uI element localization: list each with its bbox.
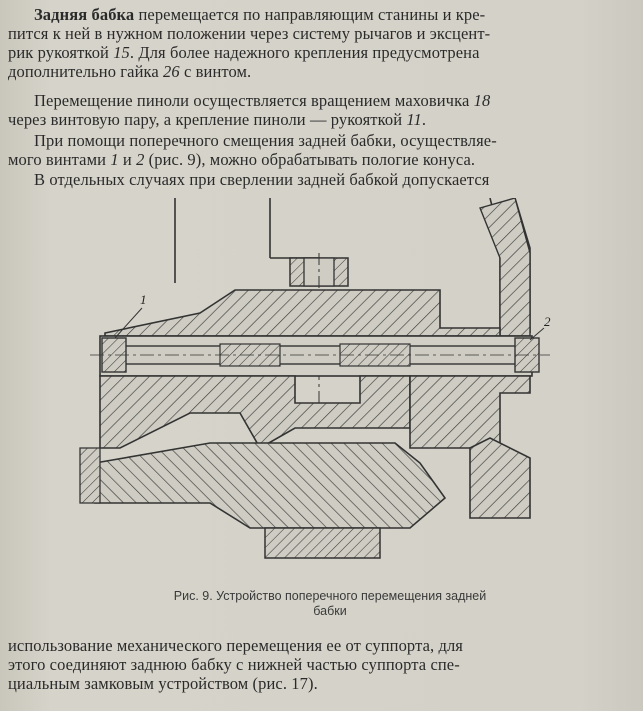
callout-1: 1 — [140, 292, 147, 307]
text-line: через винтовую пару, а крепление пиноли — рукояткой 11. — [8, 110, 427, 129]
part-ref: 11 — [406, 110, 422, 129]
text-line: При помощи поперечного смещения задней бабки, осуществляе- — [34, 131, 497, 150]
text-line: дополнительно гайка 26 с винтом. — [8, 62, 252, 81]
figure-cross-offset-drawing — [60, 198, 620, 583]
text-line: использование механического перемещения ее от суппорта, для — [8, 636, 463, 655]
part-ref: 26 — [163, 62, 180, 81]
text-line: рик рукояткой 15. Для более надежного крепления предусмотрена — [8, 43, 480, 62]
text-line: этого соединяют заднюю бабку с нижней частью суппорта спе- — [8, 655, 460, 674]
callout-2: 2 — [544, 314, 551, 329]
part-ref: 2 — [136, 150, 145, 169]
part-ref: 15 — [113, 43, 130, 62]
text-line: пится к ней в нужном положении через систему рычагов и эксцент- — [8, 24, 491, 43]
text-line: циальным замковым устройством (рис. 17). — [8, 674, 318, 693]
paragraph-drilling — [8, 170, 634, 189]
bed-lower-support — [265, 528, 380, 558]
bed-right-way — [470, 438, 530, 518]
bed-guide-block — [95, 443, 445, 528]
text-line: Перемещение пиноли осуществляется вращением маховичка 18 — [34, 91, 491, 110]
caption-line: бабки — [313, 604, 347, 618]
lower-carriage-left — [100, 376, 410, 448]
paragraph-quill — [8, 91, 634, 129]
upper-right-hatched-wall — [480, 198, 530, 336]
text-line: мого винтами 1 и 2 (рис. 9), можно обрабатывать пологие конуса. — [8, 150, 476, 169]
term-zadnyaya-babka: Задняя бабка — [34, 5, 135, 24]
part-ref: 18 — [473, 91, 491, 110]
text-line: Задняя бабка перемещается по направляющим станины и кре- — [34, 5, 486, 24]
paragraph-mechanical-feed — [8, 636, 634, 693]
lower-carriage-right — [410, 376, 530, 448]
paragraph-tailstock — [8, 5, 634, 81]
part-ref: 1 — [110, 150, 119, 169]
upper-hatched-plate — [105, 290, 500, 336]
paragraph-offset — [8, 131, 634, 169]
figure-caption — [80, 589, 580, 619]
text-line: В отдельных случаях при сверлении задней бабкой допускается — [34, 170, 490, 189]
caption-line: Рис. 9. Устройство поперечного перемещения задней — [173, 589, 487, 603]
bed-outer-left — [80, 448, 100, 503]
